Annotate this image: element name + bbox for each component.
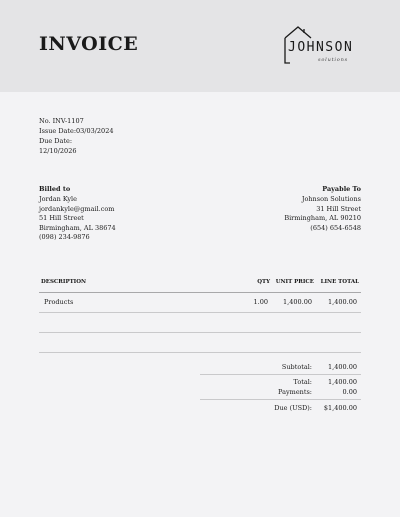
- col-description: DESCRIPTION: [41, 279, 87, 285]
- payable-to-city: Birmingham, AL 90210: [284, 214, 361, 222]
- due-date: 12/10/2026: [39, 147, 77, 155]
- subtotal-label: Subtotal:: [281, 363, 312, 371]
- totals-divider: [200, 399, 361, 400]
- row-divider: [39, 352, 361, 353]
- row-unit-price: 1,400.00: [283, 298, 312, 306]
- invoice-title: INVOICE: [39, 33, 139, 55]
- payable-to-street: 31 Hill Street: [316, 205, 361, 213]
- issue-date: 03/03/2024: [76, 127, 114, 135]
- total-label: Total:: [293, 378, 312, 386]
- payments-label: Payments:: [278, 388, 312, 396]
- due-value: $1,400.00: [323, 404, 357, 412]
- row-divider: [39, 332, 361, 333]
- billed-to-label: Billed to: [39, 185, 71, 193]
- payments-value: 0.00: [342, 388, 357, 396]
- invoice-number: No. INV-1107: [39, 117, 84, 125]
- row-description: Products: [44, 298, 74, 306]
- totals-divider: [200, 374, 361, 375]
- row-line-total: 1,400.00: [328, 298, 357, 306]
- logo-name: JOHNSON: [288, 40, 354, 55]
- billed-to-name: Jordan Kyle: [39, 195, 77, 203]
- logo-subtitle: solutions: [318, 57, 349, 63]
- table-header-divider: [39, 292, 361, 293]
- payable-to-phone: (654) 654-6548: [310, 224, 361, 232]
- issue-date-label: Issue Date:: [39, 127, 77, 135]
- row-divider: [39, 312, 361, 313]
- row-qty: 1.00: [253, 298, 268, 306]
- due-label: Due (USD):: [274, 404, 312, 412]
- due-date-label: Due Date:: [39, 137, 73, 145]
- total-value: 1,400.00: [328, 378, 357, 386]
- subtotal-value: 1,400.00: [328, 363, 357, 371]
- payable-to-name: Johnson Solutions: [301, 195, 361, 203]
- billed-to-email: jordankyle@gmail.com: [39, 205, 115, 213]
- payable-to-label: Payable To: [322, 185, 361, 193]
- col-qty: QTY: [257, 279, 270, 285]
- col-line-total: LINE TOTAL: [320, 279, 359, 285]
- billed-to-city: Birmingham, AL 38674: [39, 224, 116, 232]
- company-logo: [284, 25, 356, 67]
- billed-to-street: 51 Hill Street: [39, 214, 84, 222]
- billed-to-phone: (098) 234-9876: [39, 233, 90, 241]
- col-unit-price: UNIT PRICE: [275, 279, 314, 285]
